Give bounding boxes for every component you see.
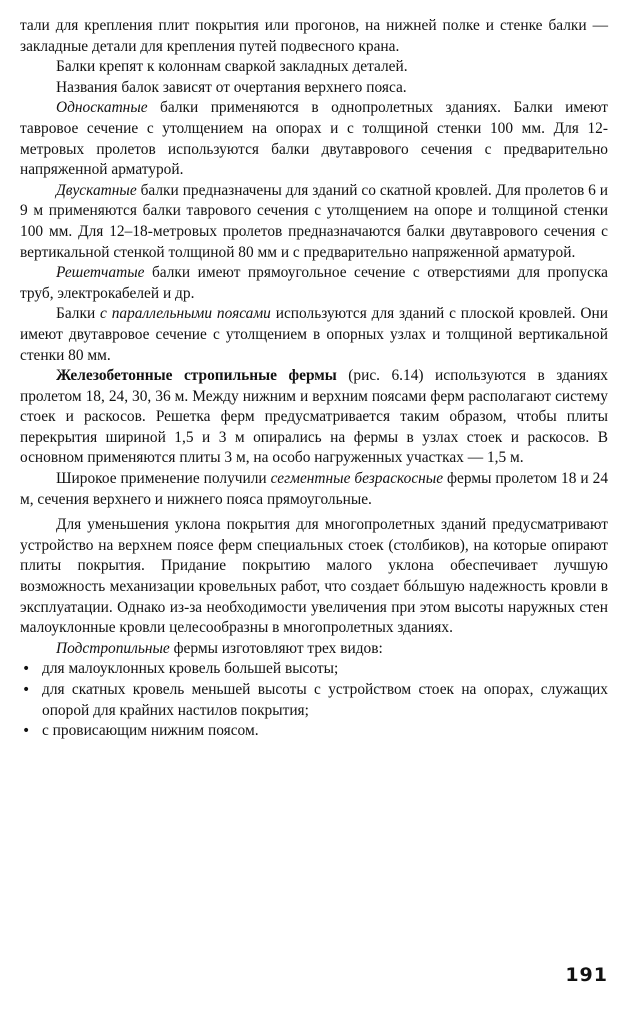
paragraph-single-slope — [20, 98, 608, 180]
term-trusses: Железобетонные стропильные фермы — [56, 367, 337, 385]
term-parallel-chords: с параллельными поясами — [100, 305, 271, 323]
text-lattice: балки имеют прямоугольное сечение с отверстиями для пропуска труб, электрокабелей и др. — [20, 264, 608, 302]
page-body — [20, 16, 608, 742]
paragraph-sub-rafter — [20, 639, 608, 660]
list-item-text: с провисающим нижним поясом. — [42, 722, 259, 740]
paragraph-segment-trusses — [20, 469, 608, 510]
bullet-icon: • — [22, 661, 31, 678]
text-trusses: (рис. 6.14) используются в зданиях пролетом 18, 24, 30, 36 м. Между нижним и верхним поясами ферм располагают систему стоек и раскосов. Решетка ферм предусматривается таким образом, чтобы плиты перекрытия шириной 1,5 и 3 м опирались на фермы в узлах стоек и раскосов. В основном применяются плиты 3 м, на особо нагруженных участках — 1,5 м. — [20, 367, 608, 467]
paragraph-double-slope — [20, 181, 608, 263]
list-item — [20, 659, 608, 680]
text-double-slope: балки предназначены для зданий со скатной кровлей. Для пролетов 6 и 9 м применяются балки таврового сечения с утолщением на опоре и толщиной стенки 100 мм. Для 12–18-метровых пролетов предназначаются балки двутаврового сечения с вертикальной стенкой толщиной 80 мм и с предварительно напряженной арматурой. — [20, 181, 608, 261]
bullet-list — [20, 659, 608, 741]
paragraph-lattice — [20, 263, 608, 304]
paragraph-continuation: тали для крепления плит покрытия или прогонов, на нижней полке и стенке балки — закладные детали для крепления путей подвесного крана. — [20, 17, 608, 55]
text-sub-rafter: фермы изготовляют трех видов: — [169, 639, 383, 657]
paragraph-beam-names: Названия балок зависят от очертания верхнего пояса. — [56, 78, 407, 96]
list-item — [20, 721, 608, 742]
list-item — [20, 680, 608, 721]
term-single-slope: Односкатные — [56, 99, 148, 117]
list-item-text: для малоуклонных кровель большей высоты; — [42, 660, 339, 678]
term-sub-rafter: Подстропильные — [56, 639, 170, 657]
text-segment-pre: Широкое применение получили — [56, 470, 271, 488]
paragraph-low-slope: Для уменьшения уклона покрытия для многопролетных зданий предусматривают устройство на верхнем поясе ферм специальных стоек (столбиков), на которые опирают плиты покрытия. Придание покрытию малого уклона обеспечивает лучшую возможность механизации кровельных работ, что создает бóльшую надежность кровли в эксплуатации. Однако из-за необходимости увеличения при этом высоты наружных стен малоуклонные кровли целесообразны в многопролетных зданиях. — [20, 516, 608, 637]
text-parallel-chords: используются для зданий с плоской кровлей. Они имеют двутавровое сечение с утолщением в опорных узлах и толщиной вертикальной стенки 80 мм. — [20, 305, 608, 364]
paragraph-parallel-chords — [20, 304, 608, 366]
paragraph-trusses — [20, 366, 608, 469]
text-segment-trusses: фермы пролетом 18 и 24 м, сечения верхнего и нижнего пояса прямоугольные. — [20, 470, 609, 508]
list-item-text: для скатных кровель меньшей высоты с устройством стоек на опорах, служащих опорой для крайних настилов покрытия; — [42, 681, 608, 719]
text-parallel-pre: Балки — [56, 305, 101, 323]
term-lattice: Решетчатые — [56, 264, 145, 282]
bullet-icon: • — [22, 682, 31, 698]
term-segment-trusses: сегментные безраскосные — [270, 470, 444, 488]
bullet-icon: • — [22, 723, 31, 740]
term-double-slope: Двускатные — [56, 181, 137, 199]
page-number: 191 — [565, 964, 608, 986]
text-single-slope: балки применяются в однопролетных зданиях. Балки имеют тавровое сечение с утолщением на опорах и с толщиной стенки 100 мм. Для 12-метровых пролетов используются балки двутаврового сечения с предварительно напряженной арматурой. — [20, 99, 608, 179]
paragraph-beam-fixing: Балки крепят к колоннам сваркой закладных деталей. — [56, 58, 408, 76]
